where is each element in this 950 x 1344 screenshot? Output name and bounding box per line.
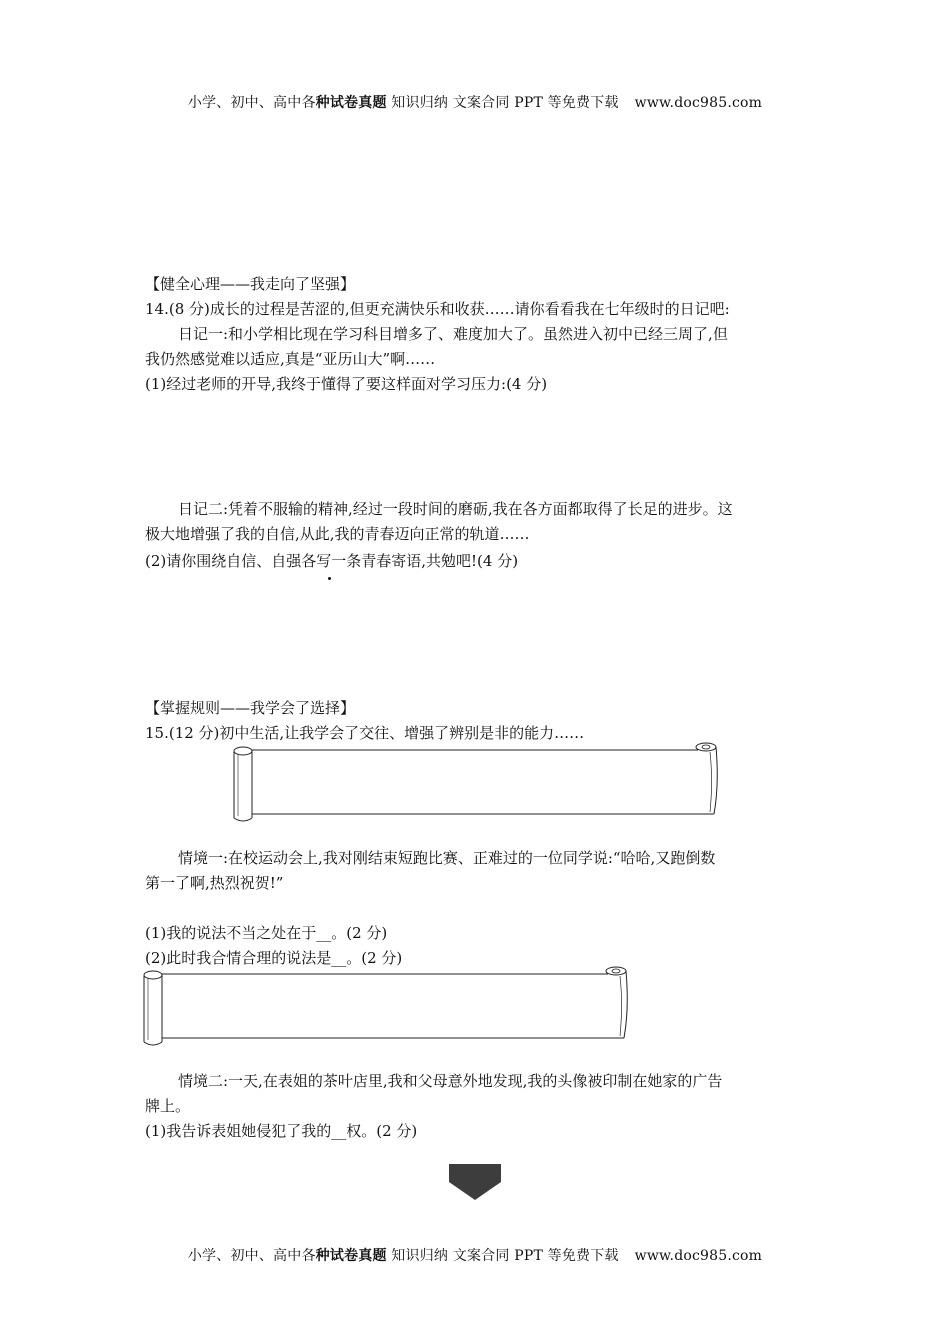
diary2-line2: 极大地增强了我的自信,从此,我的青春迈向正常的轨道…… xyxy=(145,525,530,543)
scene1-question-2: (2)此时我合情合理的说法是__。(2 分) xyxy=(145,949,403,967)
scene2-question-1: (1)我告诉表姐她侵犯了我的__权。(2 分) xyxy=(145,1122,418,1140)
scene1-line1: 情境一:在校运动会上,我对刚结束短跑比赛、正难过的一位同学说:“哈哈,又跑倒数 xyxy=(178,849,716,867)
diary2-line1: 日记二:凭着不服输的精神,经过一段时间的磨砺,我在各方面都取得了长足的进步。这 xyxy=(178,500,733,518)
section-heading-1: 【健全心理——我走向了坚强】 xyxy=(145,275,356,293)
scroll-banner-1 xyxy=(230,740,722,824)
question-14: 14.(8 分)成长的过程是苦涩的,但更充满快乐和收获……请你看看我在七年级时的日记吧: xyxy=(145,300,730,318)
footer-text-1: 小学、初中、高中各 xyxy=(187,1248,316,1264)
page-footer xyxy=(0,1245,950,1265)
header-text-1: 小学、初中、高中各 xyxy=(187,95,316,111)
emphasis-dot xyxy=(328,577,331,580)
question-14-1: (1)经过老师的开导,我终于懂得了要这样面对学习压力:(4 分) xyxy=(145,375,548,393)
page-header xyxy=(0,92,950,112)
header-text-4: 文案合同 PPT 等免费下载 xyxy=(452,95,619,111)
scene1-question-1: (1)我的说法不当之处在于__。(2 分) xyxy=(145,924,388,942)
header-text-2: 种试卷真题 xyxy=(315,95,387,111)
footer-url[interactable]: www.doc985.com xyxy=(634,1248,763,1264)
page-down-arrow-icon[interactable] xyxy=(449,1164,501,1200)
question-15: 15.(12 分)初中生活,让我学会了交往、增强了辨别是非的能力…… xyxy=(145,724,585,742)
header-text-3: 知识归纳 xyxy=(386,95,453,111)
scene2-line2: 牌上。 xyxy=(145,1097,191,1115)
footer-text-3: 知识归纳 xyxy=(386,1248,453,1264)
diary1-line2: 我仍然感觉难以适应,真是“亚历山大”啊…… xyxy=(145,350,436,368)
scene1-line2: 第一了啊,热烈祝贺!” xyxy=(145,874,284,892)
scroll-banner-2 xyxy=(140,964,632,1048)
question-14-2: (2)请你围绕自信、自强各写一条青春寄语,共勉吧!(4 分) xyxy=(145,552,519,570)
diary1-line1: 日记一:和小学相比现在学习科目增多了、难度加大了。虽然进入初中已经三周了,但 xyxy=(178,325,728,343)
section-heading-2: 【掌握规则——我学会了选择】 xyxy=(145,699,356,717)
scene2-line1: 情境二:一天,在表姐的茶叶店里,我和父母意外地发现,我的头像被印制在她家的广告 xyxy=(178,1072,723,1090)
header-url[interactable]: www.doc985.com xyxy=(634,95,763,111)
footer-text-2: 种试卷真题 xyxy=(315,1248,387,1264)
footer-text-4: 文案合同 PPT 等免费下载 xyxy=(452,1248,619,1264)
